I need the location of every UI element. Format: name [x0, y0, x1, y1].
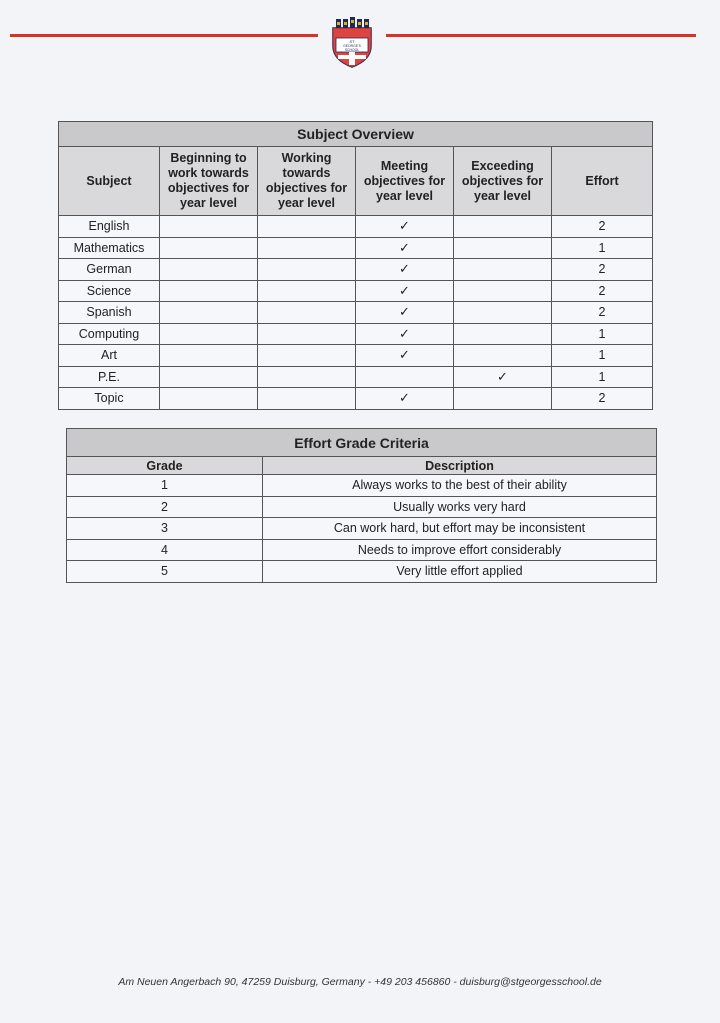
header-rule-left	[10, 34, 318, 37]
column-header-working: Working towards objectives for year level	[258, 147, 356, 216]
effort-cell: 1	[552, 366, 653, 388]
meeting-cell: ✓	[356, 388, 454, 410]
working-cell	[258, 345, 356, 367]
meeting-cell: ✓	[356, 216, 454, 238]
subject-cell: P.E.	[59, 366, 160, 388]
description-cell: Always works to the best of their ability	[263, 475, 657, 497]
beginning-cell	[160, 237, 258, 259]
exceeding-cell	[454, 280, 552, 302]
column-header-meeting: Meeting objectives for year level	[356, 147, 454, 216]
table-row	[67, 518, 657, 540]
table-row	[59, 280, 653, 302]
subject-cell: Topic	[59, 388, 160, 410]
description-cell: Usually works very hard	[263, 496, 657, 518]
meeting-cell: ✓	[356, 237, 454, 259]
subject-cell: German	[59, 259, 160, 281]
table-row	[59, 302, 653, 324]
effort-cell: 2	[552, 302, 653, 324]
exceeding-cell	[454, 237, 552, 259]
description-cell: Can work hard, but effort may be inconsistent	[263, 518, 657, 540]
crest-text-3: SCHOOL	[344, 48, 360, 52]
beginning-cell	[160, 302, 258, 324]
column-header-grade: Grade	[67, 457, 263, 475]
header-rule-right	[386, 34, 696, 37]
subject-cell: Computing	[59, 323, 160, 345]
grade-cell: 1	[67, 475, 263, 497]
working-cell	[258, 216, 356, 238]
exceeding-cell	[454, 345, 552, 367]
table-row	[67, 475, 657, 497]
beginning-cell	[160, 388, 258, 410]
subject-cell: English	[59, 216, 160, 238]
column-header-beginning: Beginning to work towards objectives for year level	[160, 147, 258, 216]
exceeding-cell	[454, 216, 552, 238]
working-cell	[258, 388, 356, 410]
effort-cell: 1	[552, 323, 653, 345]
column-header-subject: Subject	[59, 147, 160, 216]
grade-cell: 4	[67, 539, 263, 561]
table-row	[67, 539, 657, 561]
effort-grade-criteria-table	[66, 428, 657, 583]
description-cell: Needs to improve effort considerably	[263, 539, 657, 561]
meeting-cell: ✓	[356, 259, 454, 281]
subject-overview-table	[58, 121, 653, 410]
exceeding-cell	[454, 323, 552, 345]
working-cell	[258, 280, 356, 302]
working-cell	[258, 323, 356, 345]
meeting-cell: ✓	[356, 323, 454, 345]
effort-cell: 1	[552, 345, 653, 367]
subject-cell: Spanish	[59, 302, 160, 324]
school-crest-logo	[330, 14, 374, 68]
effort-criteria-title: Effort Grade Criteria	[67, 429, 657, 457]
effort-cell: 1	[552, 237, 653, 259]
table-row	[67, 561, 657, 583]
meeting-cell: ✓	[356, 280, 454, 302]
exceeding-cell: ✓	[454, 366, 552, 388]
subject-cell: Science	[59, 280, 160, 302]
description-cell: Very little effort applied	[263, 561, 657, 583]
meeting-cell: ✓	[356, 345, 454, 367]
table-row	[59, 323, 653, 345]
working-cell	[258, 237, 356, 259]
exceeding-cell	[454, 259, 552, 281]
crest-text-1: ST	[349, 39, 355, 44]
footer-address: Am Neuen Angerbach 90, 47259 Duisburg, Germany - +49 203 456860 - duisburg@stgeorgesschool.de	[118, 976, 602, 988]
beginning-cell	[160, 366, 258, 388]
column-header-description: Description	[263, 457, 657, 475]
grade-cell: 5	[67, 561, 263, 583]
grade-cell: 2	[67, 496, 263, 518]
column-header-effort: Effort	[552, 147, 653, 216]
subject-cell: Art	[59, 345, 160, 367]
beginning-cell	[160, 323, 258, 345]
table-row	[59, 366, 653, 388]
subject-overview-title: Subject Overview	[59, 122, 653, 147]
working-cell	[258, 259, 356, 281]
column-header-exceeding: Exceeding objectives for year level	[454, 147, 552, 216]
table-row	[59, 388, 653, 410]
effort-cell: 2	[552, 216, 653, 238]
effort-cell: 2	[552, 259, 653, 281]
working-cell	[258, 366, 356, 388]
table-row	[59, 216, 653, 238]
crest-text-2: GEORGE'S	[343, 44, 361, 48]
meeting-cell	[356, 366, 454, 388]
table-row	[67, 496, 657, 518]
working-cell	[258, 302, 356, 324]
beginning-cell	[160, 216, 258, 238]
subject-cell: Mathematics	[59, 237, 160, 259]
grade-cell: 3	[67, 518, 263, 540]
beginning-cell	[160, 280, 258, 302]
beginning-cell	[160, 345, 258, 367]
exceeding-cell	[454, 302, 552, 324]
meeting-cell: ✓	[356, 302, 454, 324]
exceeding-cell	[454, 388, 552, 410]
table-row	[59, 345, 653, 367]
effort-cell: 2	[552, 388, 653, 410]
effort-cell: 2	[552, 280, 653, 302]
table-row	[59, 259, 653, 281]
table-row	[59, 237, 653, 259]
beginning-cell	[160, 259, 258, 281]
